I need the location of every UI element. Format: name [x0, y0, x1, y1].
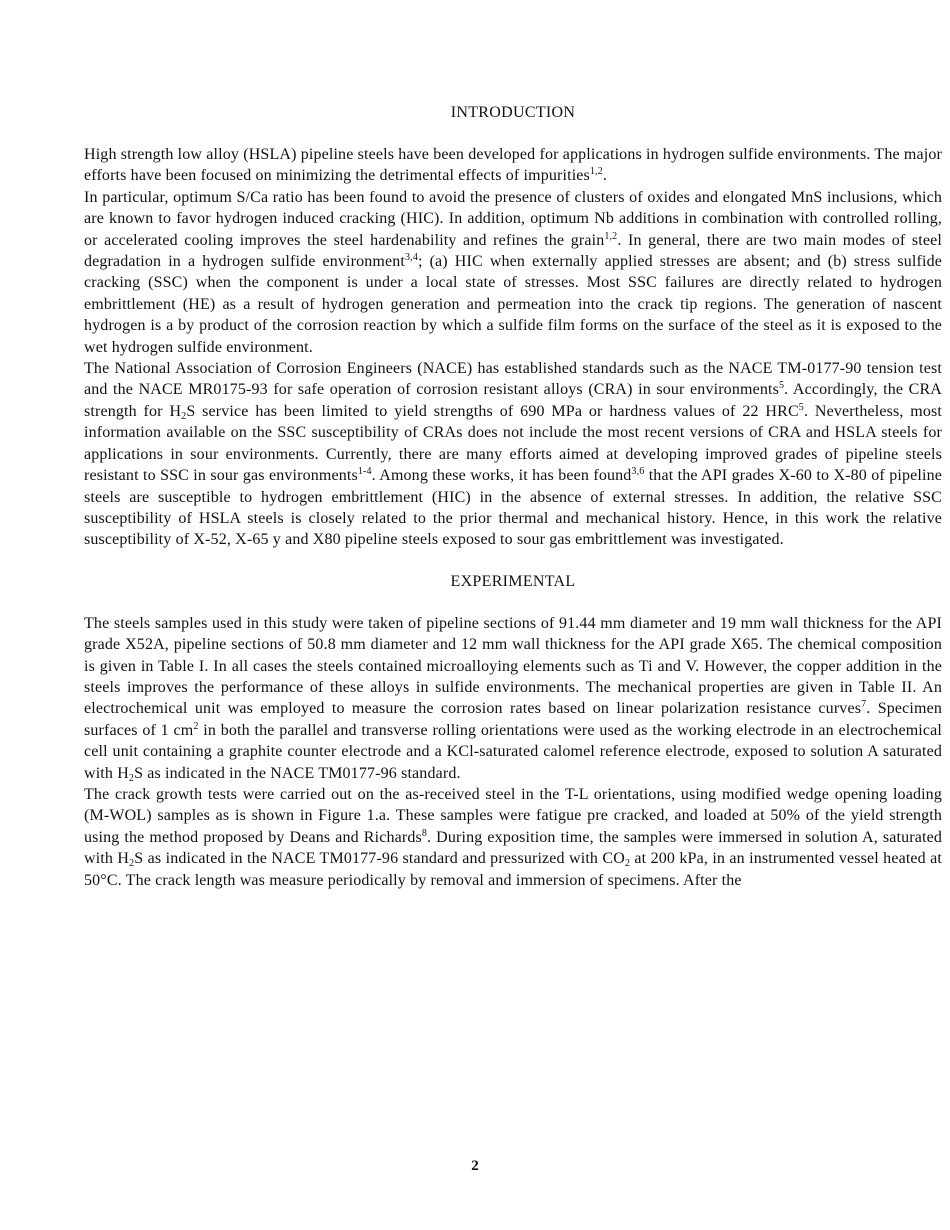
citation-superscript: 1,2	[589, 166, 603, 178]
introduction-heading: INTRODUCTION	[450, 104, 576, 121]
document-page	[84, 104, 942, 891]
text-run: . During exposition time, the samples were immersed in solution A, saturated with H	[84, 828, 942, 868]
text-run: S service has been limited to yield strengths of 690 MPa or hardness values of 22 HRC	[186, 402, 799, 420]
text-run: S as indicated in the NACE TM0177-96 standard.	[134, 764, 461, 782]
citation-superscript: 8	[421, 827, 428, 839]
text-run: . Among these works, it has been found	[371, 467, 632, 485]
text-run: in both the parallel and transverse rolling orientations were used as the working electrode in an electrochemical cell unit containing a graphite counter electrode and a KCl-saturated calomel reference electrode, exposed to solution A saturated with H	[84, 721, 942, 782]
citation-superscript: 7	[861, 699, 867, 711]
citation-superscript: 5	[798, 401, 804, 413]
text-run: ; (a) HIC when externally applied stresses are absent; and (b) stress sulfide cracking (SSC) when the component is under a local state of stresses. Most SSC failures are directly related to hydrogen embrittlement (HE) as a result of hydrogen generation and permeation into the crack tip regions. The generation of nascent hydrogen is a by product of the corrosion reaction by which a sulfide film forms on the surface of the steel as it is exposed to the wet hydrogen sulfide environment.	[84, 253, 943, 356]
text-run: at 200 kPa, in an instrumented vessel heated at 50°C. The crack length was measure periodically by removal and immersion of specimens. After the	[84, 850, 942, 889]
text-run: The National Association of Corrosion Engineers (NACE) has established standards such as the NACE TM-0177-90 tension test and the NACE MR0175-93 for safe operation of corrosion resistant alloys (CRA) in sour environments	[84, 360, 942, 399]
chemical-subscript: 2	[128, 772, 135, 784]
text-run: . In general, there are two main modes of steel degradation in a hydrogen sulfide environment	[84, 231, 942, 271]
citation-superscript: 3,6	[631, 466, 645, 478]
citation-superscript: 5	[778, 380, 785, 392]
text-run: High strength low alloy (HSLA) pipeline steels have been developed for applications in hydrogen sulfide environments. The major efforts have been focused on minimizing the detrimental effects of impurities	[84, 146, 942, 185]
citation-superscript: 1-4	[357, 466, 372, 478]
page-number: 2	[471, 1158, 479, 1174]
text-run: S as indicated in the NACE TM0177-96 standard and pressurized with CO	[134, 850, 625, 868]
text-run: .	[602, 167, 608, 185]
chemical-subscript: 2	[129, 858, 135, 870]
text-run: The crack growth tests were carried out on the as-received steel in the T-L orientations, using modified wedge opening loading (M-WOL) samples as is shown in Figure 1.a. These samples were fatigue pre cracked, and loaded at 50% of the yield strength using the method proposed by Deans and Richards	[84, 785, 942, 846]
text-run: . Specimen surfaces of 1 cm	[84, 700, 942, 739]
text-run: In particular, optimum S/Ca ratio has been found to avoid the presence of clusters of oxides and elongated MnS inclusions, which are known to favor hydrogen induced cracking (HIC). In addition, optimum Nb additions in combination with controlled rolling, or accelerated cooling improves the steel hardenability and refines the grain	[84, 188, 942, 249]
text-run: The steels samples used in this study were taken of pipeline sections of 91.44 mm diameter and 19 mm wall thickness for the API grade X52A, pipeline sections of 50.8 mm diameter and 12 mm wall thickness for the API grade X65. The chemical composition is given in Table I. In all cases the steels contained microalloying elements such as Ti and V. However, the copper addition in the steels improves the performance of these alloys in sulfide environments. The mechanical properties are given in Table II. An electrochemical unit was employed to measure the corrosion rates based on linear polarization resistance curves	[84, 614, 942, 718]
chemical-subscript: 2	[624, 858, 631, 870]
citation-superscript: 1,2	[604, 230, 618, 242]
citation-superscript: 2	[193, 720, 199, 732]
text-run: . Accordingly, the CRA strength for H	[84, 381, 942, 420]
intro-paragraph-2	[84, 187, 942, 358]
intro-paragraph-3	[84, 358, 942, 551]
text-run: that the API grades X-60 to X-80 of pipeline steels are susceptible to hydrogen embrittlement (HIC) in the absence of external stresses. In addition, the relative SSC susceptibility of HSLA steels is closely related to the prior thermal and mechanical history. Hence, in this work the relative susceptibility of X-52, X-65 y and X80 pipeline steels exposed to sour gas embrittlement was investigated.	[84, 467, 942, 549]
experimental-heading: EXPERIMENTAL	[450, 572, 576, 590]
chemical-subscript: 2	[181, 410, 187, 422]
intro-paragraph-1	[84, 144, 942, 187]
experimental-paragraph-2	[84, 784, 942, 891]
experimental-paragraph-1	[84, 613, 942, 784]
text-run: . Nevertheless, most information available on the SSC susceptibility of CRAs does not include the most recent versions of CRA and HSLA steels for applications in sour environments. Currently, there are many efforts aimed at developing improved grades of pipeline steels resistant to SSC in sour gas environments	[84, 402, 943, 485]
citation-superscript: 3,4	[405, 252, 418, 264]
